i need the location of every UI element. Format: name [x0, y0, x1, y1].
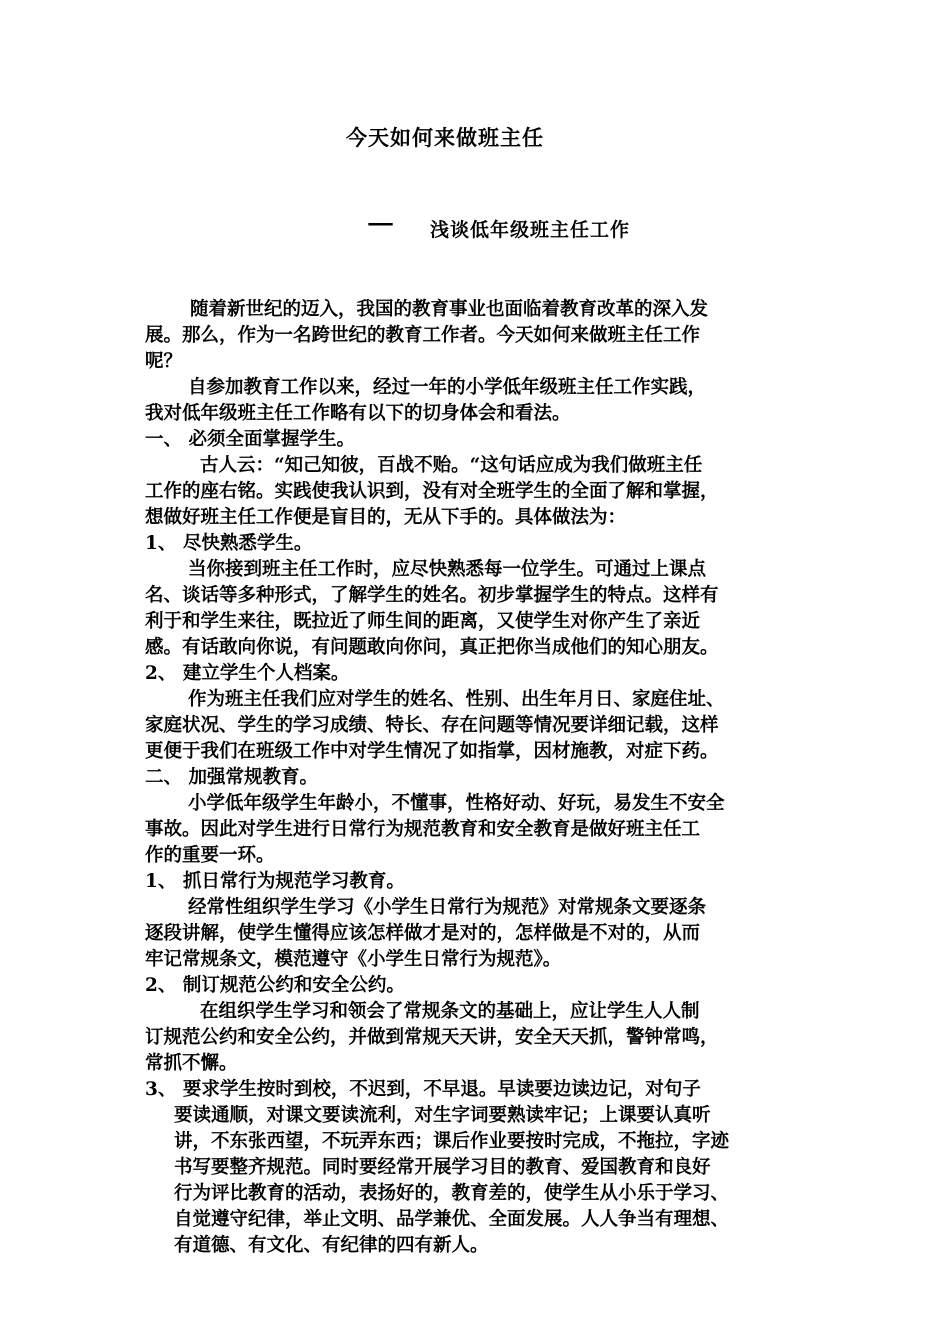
page-subtitle: 浅谈低年级班主任工作 [430, 219, 631, 241]
text-line: 要读通顺，对课文要读流利，对生字词要熟读牢记；上课要认真听 [174, 1105, 711, 1126]
text-line: 展。那么，作为一名跨世纪的教育工作者。今天如何来做班主任工作 [145, 325, 701, 346]
text-line: 常抓不懈。 [145, 1053, 238, 1074]
subsection-heading: 1、 尽快熟悉学生。 [145, 533, 313, 554]
text-line: 当你接到班主任工作时，应尽快熟悉每一位学生。可通过上课点 [188, 559, 707, 580]
section-heading: 二、 加强常规教育。 [145, 767, 318, 788]
subsection-heading: 2、 制订规范公约和安全公约。 [145, 975, 405, 996]
text-line: 呢？ [145, 351, 183, 372]
subsection-heading: 3、 要求学生按时到校，不迟到，不早退。早读要边读边记，对句子 [145, 1079, 701, 1100]
text-line: 古人云：“知己知彼，百战不贻。“这句话应成为我们做班主任 [200, 455, 703, 476]
subtitle-dash: — [366, 210, 395, 235]
text-line: 经常性组织学生学习《小学生日常行为规范》对常规条文要逐条 [188, 897, 707, 918]
text-line: 自参加教育工作以来，经过一年的小学低年级班主任工作实践， [188, 377, 707, 398]
text-line: 随着新世纪的迈入，我国的教育事业也面临着教育改革的深入发 [190, 299, 709, 320]
text-line: 家庭状况、学生的学习成绩、特长、存在问题等情况要详细记载，这样 [145, 715, 719, 736]
text-line: 想做好班主任工作便是盲目的，无从下手的。具体做法为： [145, 507, 627, 528]
section-heading: 一、 必须全面掌握学生。 [145, 429, 355, 450]
page-title: 今天如何来做班主任 [346, 125, 544, 150]
text-line: 逐段讲解，使学生懂得应该怎样做才是对的，怎样做是不对的，从而 [145, 923, 701, 944]
text-line: 在组织学生学习和领会了常规条文的基础上，应让学生人人制 [200, 1001, 700, 1022]
text-line: 牢记常规条文，模范遵守《小学生日常行为规范》。 [145, 949, 562, 970]
text-line: 小学低年级学生年龄小，不懂事，性格好动、好玩，易发生不安全 [188, 793, 725, 814]
text-line: 自觉遵守纪律，举止文明、品学兼优、全面发展。人人争当有理想、 [174, 1209, 730, 1230]
subsection-heading: 1、 抓日常行为规范学习教育。 [145, 871, 405, 892]
text-line: 名、谈话等多种形式，了解学生的姓名。初步掌握学生的特点。这样有 [145, 585, 719, 606]
text-line: 行为评比教育的活动，表扬好的，教育差的，使学生从小乐于学习、 [174, 1183, 730, 1204]
text-line: 讲，不东张西望，不玩弄东西；课后作业要按时完成，不拖拉，字迹 [174, 1131, 730, 1152]
text-line: 作为班主任我们应对学生的姓名、性别、出生年月日、家庭住址、 [188, 689, 725, 710]
text-line: 有道德、有文化、有纪律的四有新人。 [174, 1235, 489, 1256]
text-line: 我对低年级班主任工作略有以下的切身体会和看法。 [145, 403, 571, 424]
text-line: 工作的座右铭。实践使我认识到，没有对全班学生的全面了解和掌握， [145, 481, 719, 502]
text-line: 利于和学生来往，既拉近了师生间的距离，又使学生对你产生了亲近 [145, 611, 701, 632]
text-line: 书写要整齐规范。同时要经常开展学习目的教育、爱国教育和良好 [174, 1157, 711, 1178]
text-line: 更便于我们在班级工作中对学生情况了如指掌，因材施教，对症下药。 [145, 741, 719, 762]
text-line: 感。有话敢向你说，有问题敢向你问，真正把你当成他们的知心朋友。 [145, 637, 719, 658]
text-line: 订规范公约和安全公约，并做到常规天天讲，安全天天抓，警钟常鸣， [145, 1027, 719, 1048]
subsection-heading: 2、 建立学生个人档案。 [145, 663, 350, 684]
text-line: 事故。因此对学生进行日常行为规范教育和安全教育是做好班主任工 [145, 819, 701, 840]
text-line: 作的重要一环。 [145, 845, 275, 866]
